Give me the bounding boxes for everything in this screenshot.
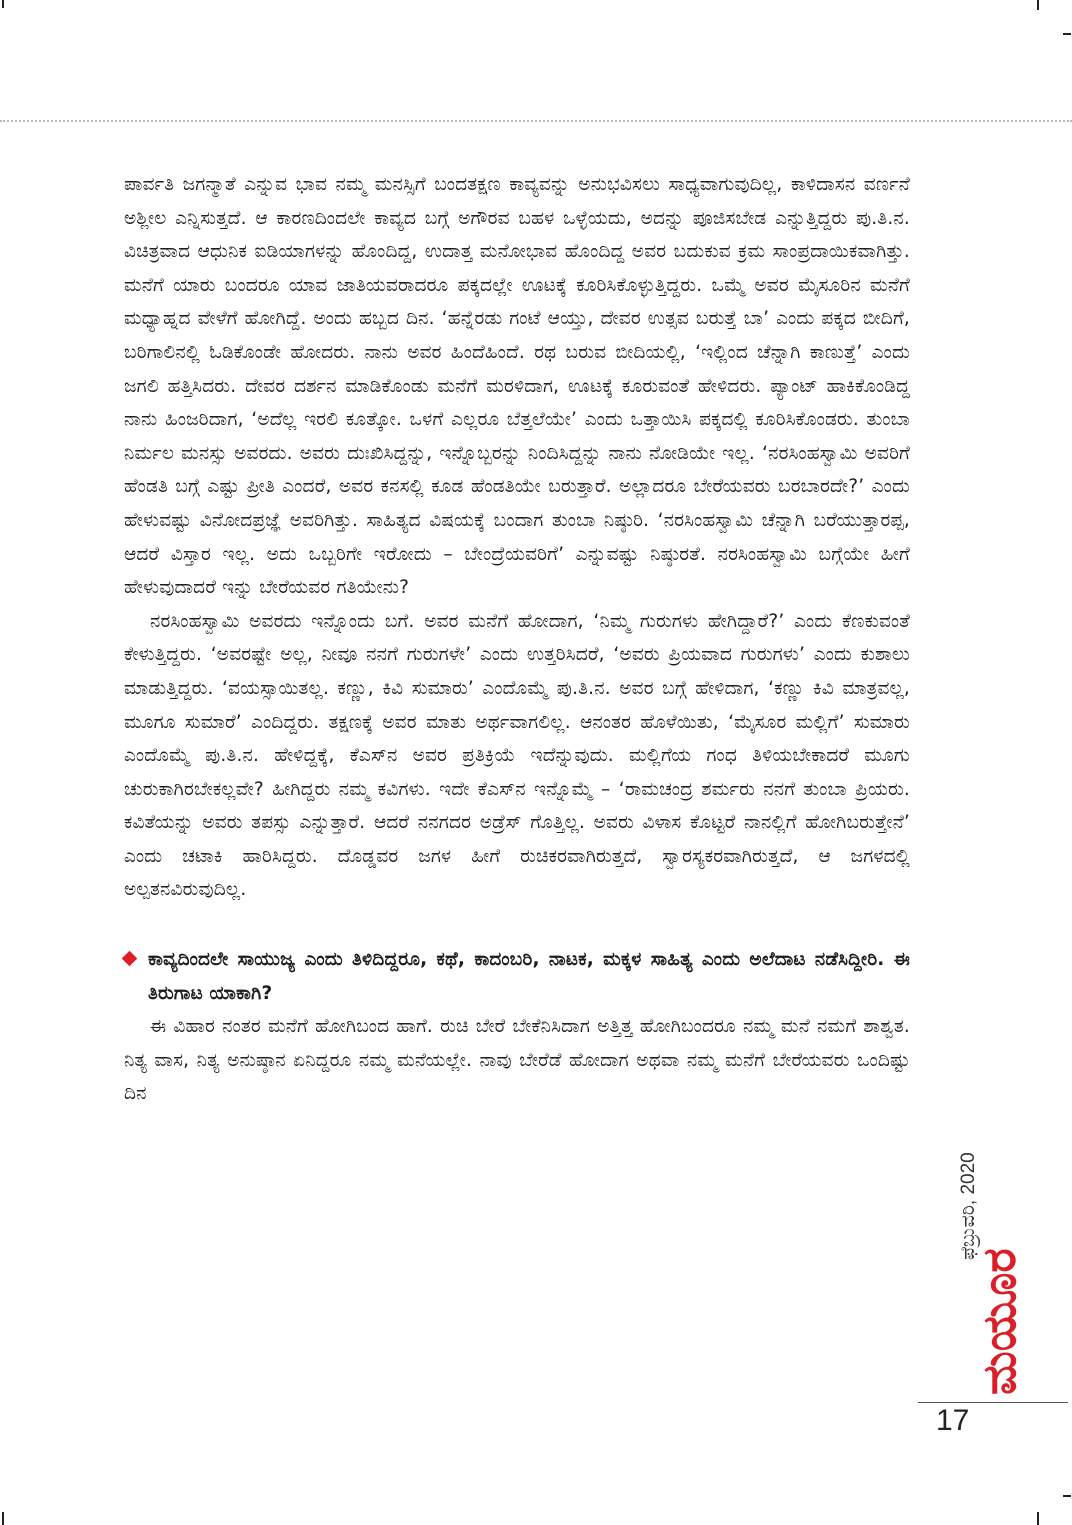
red-diamond-bullet-icon xyxy=(122,951,138,967)
header-dotted-rule xyxy=(0,120,1072,122)
crop-mark-bottom-right xyxy=(1037,1512,1039,1525)
crop-mark-bottom-right-side xyxy=(1063,1495,1071,1497)
issue-date: ಫೆಬ್ರುವರಿ, 2020 xyxy=(958,1152,979,1260)
body-paragraph-1: ಪಾರ್ವತಿ ಜಗನ್ಮಾತೆ ಎನ್ನುವ ಭಾವ ನಮ್ಮ ಮನಸ್ಸಿಗೆ ಬಂದತಕ್ಷಣ ಕಾವ್ಯವನ್ನು ಅನುಭವಿಸಲು ಸಾಧ್ಯವಾಗುವುದಿಲ್ಲ, ಕಾಳಿದಾಸನ ವರ್ಣನೆ ಅಶ್ಲೀಲ ಎನ್ನಿಸುತ್ತದೆ. ಆ ಕಾರಣದಿಂದಲೇ ಕಾವ್ಯದ ಬಗ್ಗೆ ಅಗೌರವ ಬಹಳ ಒಳ್ಳೆಯದು, ಅದನ್ನು ಪೂಜಿಸಬೇಡ ಎನ್ನುತ್ತಿದ್ದರು ಪು.ತಿ.ನ. ವಿಚಿತ್ರವಾದ ಆಧುನಿಕ ಐಡಿಯಾಗಳನ್ನು ಹೊಂದಿದ್ದ, ಉದಾತ್ತ ಮನೋಭಾವ ಹೊಂದಿದ್ದ ಅವರ ಬದುಕುವ ಕ್ರಮ ಸಾಂಪ್ರದಾಯಿಕವಾಗಿತ್ತು. ಮನೆಗೆ ಯಾರು ಬಂದರೂ ಯಾವ ಜಾತಿಯವರಾದರೂ ಪಕ್ಕದಲ್ಲೇ ಊಟಕ್ಕೆ ಕೂರಿಸಿಕೊಳ್ಳುತ್ತಿದ್ದರು. ಒಮ್ಮೆ ಅವರ ಮೈಸೂರಿನ ಮನೆಗೆ ಮಧ್ಯಾಹ್ನದ ವೇಳೆಗೆ ಹೋಗಿದ್ದೆ. ಅಂದು ಹಬ್ಬದ ದಿನ. ‘ಹನ್ನೆರಡು ಗಂಟೆ ಆಯ್ತು, ದೇವರ ಉತ್ಸವ ಬರುತ್ತೆ ಬಾ’ ಎಂದು ಪಕ್ಕದ ಬೀದಿಗೆ, ಬರಿಗಾಲಿನಲ್ಲಿ ಓಡಿಕೊಂಡೇ ಹೋದರು. ನಾನು ಅವರ ಹಿಂದೆಹಿಂದೆ. ರಥ ಬರುವ ಬೀದಿಯಲ್ಲಿ, ‘ಇಲ್ಲಿಂದ ಚೆನ್ನಾಗಿ ಕಾಣುತ್ತೆ’ ಎಂದು ಜಗಲಿ ಹತ್ತಿಸಿದರು. ದೇವರ ದರ್ಶನ ಮಾಡಿಕೊಂಡು ಮನೆಗೆ ಮರಳಿದಾಗ, ಊಟಕ್ಕೆ ಕೂರುವಂತೆ ಹೇಳಿದರು. ಪ್ಯಾಂಟ್ ಹಾಕಿಕೊಂಡಿದ್ದ ನಾನು ಹಿಂಜರಿದಾಗ, ‘ಅದೆಲ್ಲ ಇರಲಿ ಕೂತ್ಕೋ. ಒಳಗೆ ಎಲ್ಲರೂ ಬೆತ್ತಲೆಯೇ’ ಎಂದು ಒತ್ತಾಯಿಸಿ ಪಕ್ಕದಲ್ಲಿ ಕೂರಿಸಿಕೊಂಡರು. ತುಂಬಾ ನಿರ್ಮಲ ಮನಸ್ಸು ಅವರದು. ಅವರು ದುಃಖಿಸಿದ್ದನ್ನು, ಇನ್ನೊಬ್ಬರನ್ನು ನಿಂದಿಸಿದ್ದನ್ನು ನಾನು ನೋಡಿಯೇ ಇಲ್ಲ. ‘ನರಸಿಂಹಸ್ವಾಮಿ ಅವರಿಗೆ ಹೆಂಡತಿ ಬಗ್ಗೆ ಎಷ್ಟು ಪ್ರೀತಿ ಎಂದರೆ, ಅವರ ಕನಸಲ್ಲಿ ಕೂಡ ಹೆಂಡತಿಯೇ ಬರುತ್ತಾರೆ. ಅಲ್ಲಾದರೂ ಬೇರೆಯವರು ಬರಬಾರದೇ?’ ಎಂದು ಹೇಳುವಷ್ಟು ವಿನೋದಪ್ರಜ್ಞೆ ಅವರಿಗಿತ್ತು. ಸಾಹಿತ್ಯದ ವಿಷಯಕ್ಕೆ ಬಂದಾಗ ತುಂಬಾ ನಿಷ್ಠುರಿ. ‘ನರಸಿಂಹಸ್ವಾಮಿ ಚೆನ್ನಾಗಿ ಬರೆಯುತ್ತಾರಪ್ಪ, ಆದರೆ ವಿಸ್ತಾರ ಇಲ್ಲ. ಅದು ಒಬ್ಬರಿಗೇ ಇರೋದು – ಬೇಂದ್ರೆಯವರಿಗೆ’ ಎನ್ನುವಷ್ಟು ನಿಷ್ಠುರತೆ. ನರಸಿಂಹಸ್ವಾಮಿ ಬಗ್ಗೆಯೇ ಹೀಗೆ ಹೇಳುವುದಾದರೆ ಇನ್ನು ಬೇರೆಯವರ ಗತಿಯೇನು? xyxy=(124,174,910,599)
crop-mark-top-left xyxy=(2,0,4,8)
crop-mark-top-right-side xyxy=(1063,33,1071,35)
page-number: 17 xyxy=(936,1404,970,1437)
crop-mark-top-right xyxy=(1037,0,1039,10)
magazine-logo: ಮಯೂರ xyxy=(972,1248,1026,1395)
body-paragraph-3: ಈ ವಿಹಾರ ನಂತರ ಮನೆಗೆ ಹೋಗಿಬಂದ ಹಾಗೆ. ರುಚಿ ಬೇರೆ ಬೇಕೆನಿಸಿದಾಗ ಅತ್ತಿತ್ತ ಹೋಗಿಬಂದರೂ ನಮ್ಮ ಮನೆ ನಮಗೆ ಶಾಶ್ವತ. ನಿತ್ಯ ವಾಸ, ನಿತ್ಯ ಅನುಷ್ಠಾನ ಏನಿದ್ದರೂ ನಮ್ಮ ಮನೆಯಲ್ಲೇ. ನಾವು ಬೇರೆಡೆ ಹೋದಾಗ ಅಥವಾ ನಮ್ಮ ಮನೆಗೆ ಬೇರೆಯವರು ಒಂದಿಷ್ಟು ದಿನ xyxy=(124,1016,910,1105)
footer-rule xyxy=(918,1402,1068,1403)
interview-question-text: ಕಾವ್ಯದಿಂದಲೇ ಸಾಯುಜ್ಯ ಎಂದು ತಿಳಿದಿದ್ದರೂ, ಕಥೆ, ಕಾದಂಬರಿ, ನಾಟಕ, ಮಕ್ಕಳ ಸಾಹಿತ್ಯ ಎಂದು ಅಲೆದಾಟ ನಡೆಸಿದ್ದೀರಿ. ಈ ತಿರುಗಾಟ ಯಾಕಾಗಿ? xyxy=(148,949,910,1004)
body-paragraph-2: ನರಸಿಂಹಸ್ವಾಮಿ ಅವರದು ಇನ್ನೊಂದು ಬಗೆ. ಅವರ ಮನೆಗೆ ಹೋದಾಗ, ‘ನಿಮ್ಮ ಗುರುಗಳು ಹೇಗಿದ್ದಾರೆ?’ ಎಂದು ಕೆಣಕುವಂತೆ ಕೇಳುತ್ತಿದ್ದರು. ‘ಅವರಷ್ಟೇ ಅಲ್ಲ, ನೀವೂ ನನಗೆ ಗುರುಗಳೇ’ ಎಂದು ಉತ್ತರಿಸಿದರೆ, ‘ಅವರು ಪ್ರಿಯವಾದ ಗುರುಗಳು’ ಎಂದು ಕುಶಾಲು ಮಾಡುತ್ತಿದ್ದರು. ‘ವಯಸ್ಸಾಯಿತಲ್ಲ. ಕಣ್ಣು, ಕಿವಿ ಸುಮಾರು’ ಎಂದೊಮ್ಮೆ ಪು.ತಿ.ನ. ಅವರ ಬಗ್ಗೆ ಹೇಳಿದಾಗ, ‘ಕಣ್ಣು ಕಿವಿ ಮಾತ್ರವಲ್ಲ, ಮೂಗೂ ಸುಮಾರೆ’ ಎಂದಿದ್ದರು. ತಕ್ಷಣಕ್ಕೆ ಅವರ ಮಾತು ಅರ್ಥವಾಗಲಿಲ್ಲ. ಆನಂತರ ಹೊಳೆಯಿತು, ‘ಮೈಸೂರ ಮಲ್ಲಿಗೆ’ ಸುಮಾರು ಎಂದೊಮ್ಮೆ ಪು.ತಿ.ನ. ಹೇಳಿದ್ದಕ್ಕೆ, ಕೆಎಸ್‌ನ ಅವರ ಪ್ರತಿಕ್ರಿಯೆ ಇದೆನ್ನುವುದು. ಮಲ್ಲಿಗೆಯ ಗಂಧ ತಿಳಿಯಬೇಕಾದರೆ ಮೂಗು ಚುರುಕಾಗಿರಬೇಕಲ್ಲವೇ? ಹೀಗಿದ್ದರು ನಮ್ಮ ಕವಿಗಳು. ಇದೇ ಕೆಎಸ್‌ನ ಇನ್ನೊಮ್ಮೆ – ‘ರಾಮಚಂದ್ರ ಶರ್ಮರು ನನಗೆ ತುಂಬಾ ಪ್ರಿಯರು. ಕವಿತೆಯನ್ನು ಅವರು ತಪಸ್ಸು ಎನ್ನುತ್ತಾರೆ. ಆದರೆ ನನಗದರ ಅಡ್ರೆಸ್ ಗೊತ್ತಿಲ್ಲ. ಅವರು ವಿಳಾಸ ಕೊಟ್ಟರೆ ನಾನಲ್ಲಿಗೆ ಹೋಗಿಬರುತ್ತೇನೆ’ ಎಂದು ಚಟಾಕಿ ಹಾರಿಸಿದ್ದರು. ದೊಡ್ಡವರ ಜಗಳ ಹೀಗೆ ರುಚಿಕರವಾಗಿರುತ್ತದೆ, ಸ್ವಾರಸ್ಯಕರವಾಗಿರುತ್ತದೆ, ಆ ಜಗಳದಲ್ಲಿ ಅಲ್ಪತನವಿರುವುದಿಲ್ಲ. xyxy=(124,610,910,901)
article-body xyxy=(124,168,910,1111)
crop-mark-bottom-left xyxy=(2,1512,4,1525)
interview-question xyxy=(124,943,910,1010)
